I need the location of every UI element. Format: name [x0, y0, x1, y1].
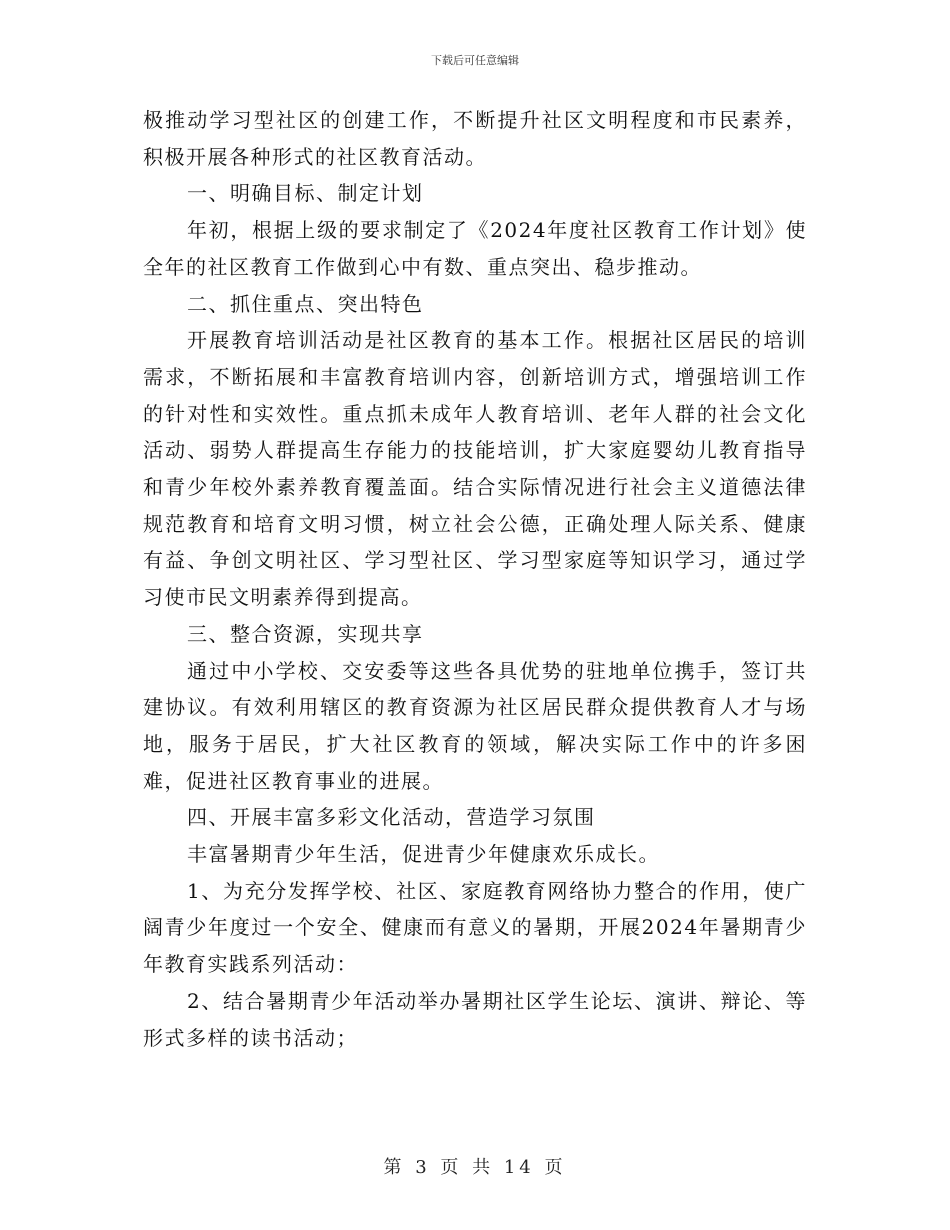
page-number-footer: 第 3 页 共 14 页 — [383, 1157, 567, 1178]
paragraph-continuation: 极推动学习型社区的创建工作，不断提升社区文明程度和市民素养，积极开展各种形式的社区教育活动。 — [143, 108, 807, 169]
section-heading-3: 三、整合资源，实现共享 — [187, 621, 424, 646]
paragraph: 通过中小学校、交安委等这些各具优势的驻地单位携手，签订共建协议。有效利用辖区的教育资源为社区居民群众提供教育人才与场地，服务于居民，扩大社区教育的领域，解决实际工作中的许多困难，促进社区教育事业的进展。 — [143, 658, 807, 793]
document-body — [143, 102, 807, 1056]
section-heading-2: 二、抓住重点、突出特色 — [187, 291, 424, 316]
list-item: 2、结合暑期青少年活动举办暑期社区学生论坛、演讲、辩论、等形式多样的读书活动； — [143, 988, 807, 1050]
paragraph: 年初，根据上级的要求制定了《2024年度社区教育工作计划》使全年的社区教育工作做到心中有数、重点突出、稳步推动。 — [143, 218, 807, 279]
paragraph: 开展教育培训活动是社区教育的基本工作。根据社区居民的培训需求，不断拓展和丰富教育培训内容，创新培训方式，增强培训工作的针对性和实效性。重点抓未成年人教育培训、老年人群的社会文化活动、弱势人群提高生存能力的技能培训，扩大家庭婴幼儿教育指导和青少年校外素养教育覆盖面。结合实际情况进行社会主义道德法律规范教育和培育文明习惯，树立社会公德，正确处理人际关系、健康有益、争创文明社区、学习型社区、学习型家庭等知识学习，通过学习使市民文明素养得到提高。 — [143, 328, 807, 610]
section-heading-4: 四、开展丰富多彩文化活动，营造学习氛围 — [187, 805, 596, 830]
section-heading-1: 一、明确目标、制定计划 — [187, 181, 424, 206]
paragraph: 丰富暑期青少年生活，促进青少年健康欢乐成长。 — [187, 842, 660, 867]
list-item: 1、为充分发挥学校、社区、家庭教育网络协力整合的作用，使广阔青少年度过一个安全、健康而有意义的暑期，开展2024年暑期青少年教育实践系列活动： — [143, 878, 807, 977]
page-header: 下载后可任意编辑 — [431, 54, 519, 67]
